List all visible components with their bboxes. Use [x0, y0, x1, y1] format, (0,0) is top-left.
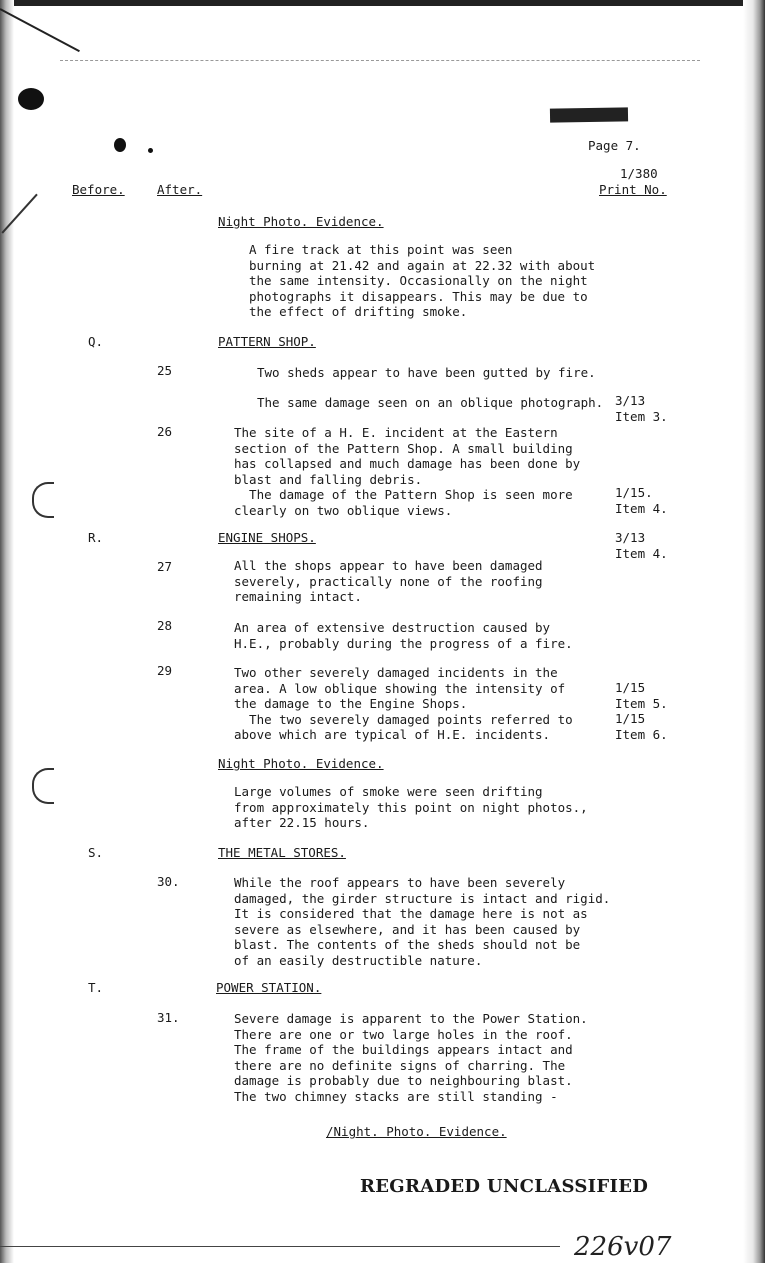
print-reference: 1/15. Item 4. — [615, 485, 668, 516]
paragraph: Two other severely damaged incidents in the area. A low oblique showing the intensity of the damage to the Engine Shops. The two severely damaged points referred to above which are typical of H.E. incidents. — [234, 665, 573, 742]
ink-blot — [18, 88, 44, 110]
paragraph: Severe damage is apparent to the Power Station. There are one or two large holes in the roof. The frame of the buildings appears intact and there are no definite signs of charring. The damage is probably due to neighbouring blast. The two chimney stacks are still standing - — [234, 1011, 588, 1104]
section-heading: ENGINE SHOPS. — [218, 530, 316, 545]
print-reference: 1/15 Item 5. 1/15 Item 6. — [615, 680, 668, 742]
paragraph: While the roof appears to have been severely damaged, the girder structure is intact and rigid. It is considered that the damage here is not as severe as elsewhere, and it has been caused by blast. The contents of the sheds should not be of an easily destructible nature. — [234, 875, 611, 968]
column-header-before: Before. — [72, 182, 125, 197]
paragraph: Two sheds appear to have been gutted by fire. — [257, 365, 596, 380]
section-letter: R. — [88, 530, 104, 545]
section-heading: Night Photo. Evidence. — [218, 756, 384, 771]
paragraph: The same damage seen on an oblique photograph. — [257, 395, 604, 410]
paragraph: Large volumes of smoke were seen drifting from approximately this point on night photos., after 22.15 hours. — [234, 784, 588, 830]
scan-line — [60, 60, 700, 61]
item-number: 29 — [157, 663, 173, 678]
redaction-mark — [550, 107, 628, 122]
paragraph: All the shops appear to have been damaged severely, practically none of the roofing remaining intact. — [234, 558, 543, 604]
column-header-after: After. — [157, 182, 203, 197]
print-reference: 3/13 Item 4. — [615, 530, 668, 561]
item-number: 25 — [157, 363, 173, 378]
handwritten-number: 226v07 — [574, 1232, 672, 1262]
paragraph: An area of extensive destruction caused by H.E., probably during the progress of a fire. — [234, 620, 573, 651]
print-reference: 1/380 — [620, 166, 658, 181]
scan-bottom-line — [0, 1246, 560, 1247]
classification-stamp: REGRADED UNCLASSIFIED — [360, 1176, 649, 1197]
scan-right-edge — [743, 0, 765, 1263]
section-heading: THE METAL STORES. — [218, 845, 346, 860]
scan-left-edge — [0, 0, 14, 1263]
section-heading: POWER STATION. — [216, 980, 322, 995]
continuation-reference: /Night. Photo. Evidence. — [326, 1124, 507, 1139]
ink-blot — [114, 138, 126, 152]
item-number: 28 — [157, 618, 173, 633]
punch-hole-mark — [32, 768, 54, 804]
section-letter: S. — [88, 845, 104, 860]
punch-hole-mark — [32, 482, 54, 518]
scan-top-edge — [0, 0, 765, 6]
item-number: 26 — [157, 424, 173, 439]
paragraph: The site of a H. E. incident at the Eastern section of the Pattern Shop. A small building has collapsed and much damage has been done by blast and falling debris. The damage of the Pattern Shop is seen more clearly on two oblique views. — [234, 425, 581, 518]
print-reference: 3/13 Item 3. — [615, 393, 668, 424]
section-heading: Night Photo. Evidence. — [218, 214, 384, 229]
item-number: 27 — [157, 559, 173, 574]
section-letter: T. — [88, 980, 104, 995]
paragraph: A fire track at this point was seen burning at 21.42 and again at 22.32 with about the same intensity. Occasionally on the night photographs it disappears. This may be due to the effect of drifting smoke. — [249, 242, 596, 319]
print-number-header: Print No. — [599, 182, 667, 197]
section-heading: PATTERN SHOP. — [218, 334, 316, 349]
ink-blot — [148, 148, 153, 153]
item-number: 31. — [157, 1010, 180, 1025]
section-letter: Q. — [88, 334, 104, 349]
item-number: 30. — [157, 874, 180, 889]
page-number: Page 7. — [588, 138, 641, 153]
